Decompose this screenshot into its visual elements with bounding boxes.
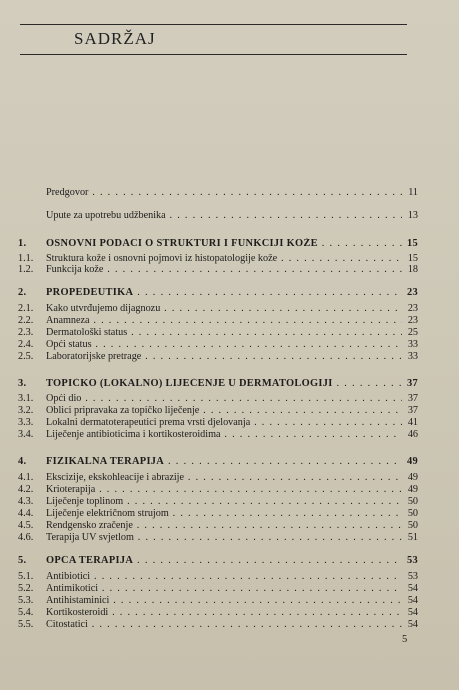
toc-entry-label: Liječenje električnom strujom . . . <box>46 508 402 520</box>
toc-entry-label: Anamneza . . . <box>46 315 402 327</box>
page-title: SADRŽAJ <box>74 29 156 48</box>
toc-entry-label: Antimikotici . . . <box>46 583 402 595</box>
toc-entry-page: 54 <box>407 583 418 594</box>
toc-entry <box>18 619 418 631</box>
toc-entry-label: Upute za upotrebu udžbenika . . . <box>46 210 402 222</box>
toc-entry-number: 4.1. <box>18 472 34 483</box>
toc-entry <box>18 393 418 405</box>
toc-entry-page: 33 <box>407 351 418 362</box>
toc-entry-page: 54 <box>407 619 418 630</box>
toc-entry <box>18 351 418 363</box>
toc-entry <box>18 571 418 583</box>
toc-entry-page: 25 <box>407 327 418 338</box>
toc-entry-number: 5.5. <box>18 619 34 630</box>
toc-entry-label: Rendgensko zračenje . . . <box>46 520 402 532</box>
toc-entry-page: 18 <box>407 264 418 275</box>
toc-entry-label: Struktura kože i osnovni pojmovi iz histopatologije kože . . . <box>46 253 402 265</box>
toc-entry-number: 2. <box>18 287 27 298</box>
toc-entry-page: 54 <box>407 595 418 606</box>
toc-entry-number: 4.4. <box>18 508 34 519</box>
toc-section <box>18 555 418 567</box>
toc-entry-page: 51 <box>407 532 418 543</box>
toc-entry <box>18 484 418 496</box>
toc-entry-label: Antihistaminici . . . <box>46 595 402 607</box>
toc-entry-label: TOPIČKO (LOKALNO) LIJEČENJE U DERMATOLOGIJI . . . <box>46 378 402 390</box>
toc-entry-number: 2.3. <box>18 327 34 338</box>
toc-entry-label: Funkcija kože . . . <box>46 264 402 276</box>
toc-entry-page: 33 <box>407 339 418 350</box>
toc-entry-number: 3.1. <box>18 393 34 404</box>
toc-entry-page: 46 <box>407 429 418 440</box>
toc-entry-number: 4.5. <box>18 520 34 531</box>
toc-entry-label: Liječenje antibioticima i kortikosteroidima . . . <box>46 429 402 441</box>
toc-entry-label: Krioterapija . . . <box>46 484 402 496</box>
toc-entry <box>18 472 418 484</box>
toc-entry-label: OSNOVNI PODACI O STRUKTURI I FUNKCIJI KOŽE . . . <box>46 238 402 250</box>
toc-entry-label: Predgovor . . . <box>46 187 402 199</box>
toc-entry-number: 1.2. <box>18 264 34 275</box>
toc-entry-page: 37 <box>407 393 418 404</box>
toc-entry-label: Kako utvrđujemo dijagnozu . . . <box>46 303 402 315</box>
toc-entry-number: 3.4. <box>18 429 34 440</box>
toc-entry-page: 50 <box>407 496 418 507</box>
toc-entry-label: Oblici pripravaka za topičko liječenje . . . <box>46 405 402 417</box>
toc-entry-page: 50 <box>407 508 418 519</box>
toc-entry-page: 23 <box>407 315 418 326</box>
toc-entry-number: 5.2. <box>18 583 34 594</box>
toc-entry-page: 37 <box>407 378 418 389</box>
toc-entry-label: Liječenje toplinom . . . <box>46 496 402 508</box>
toc-entry-number: 2.2. <box>18 315 34 326</box>
toc-section <box>18 287 418 299</box>
toc-entry <box>18 496 418 508</box>
toc-entry-page: 49 <box>407 484 418 495</box>
toc-entry-page: 11 <box>408 187 418 198</box>
toc-entry-label: Ekscizije, ekskohleacije i abrazije . . . <box>46 472 402 484</box>
toc-entry-number: 5. <box>18 555 27 566</box>
toc-entry-label: Dermatološki status . . . <box>46 327 402 339</box>
toc-entry-label: Citostatici . . . <box>46 619 402 631</box>
toc-entry-number: 4.3. <box>18 496 34 507</box>
toc-entry-page: 53 <box>407 555 418 566</box>
toc-entry-label: Opći status . . . <box>46 339 402 351</box>
toc-entry-page: 50 <box>407 520 418 531</box>
page-number: 5 <box>402 634 408 645</box>
toc-entry-label: Antibiotici . . . <box>46 571 402 583</box>
toc-entry-number: 3.3. <box>18 417 34 428</box>
toc-entry <box>18 327 418 339</box>
toc-entry-label: FIZIKALNA TERAPIJA . . . <box>46 456 402 468</box>
toc-entry-page: 49 <box>407 472 418 483</box>
toc-entry-page: 13 <box>407 210 418 221</box>
toc-entry <box>18 532 418 544</box>
toc-entry-label: Lokalni dermatoterapeutici prema vrsti djelovanja . . . <box>46 417 402 429</box>
toc-entry-number: 5.1. <box>18 571 34 582</box>
toc-section <box>18 378 418 390</box>
toc-entry-label: PROPEDEUTIKA . . . <box>46 287 402 299</box>
toc-entry-page: 15 <box>407 253 418 264</box>
toc-entry-label: Opći dio . . . <box>46 393 402 405</box>
toc-entry <box>18 508 418 520</box>
toc-entry-number: 1.1. <box>18 253 34 264</box>
toc-entry <box>18 417 418 429</box>
toc-entry-number: 2.5. <box>18 351 34 362</box>
toc-entry <box>18 429 418 441</box>
toc-section <box>18 238 418 250</box>
toc-entry <box>18 210 418 222</box>
toc-entry-page: 15 <box>407 238 418 249</box>
toc-entry-number: 5.4. <box>18 607 34 618</box>
toc-entry-page: 41 <box>407 417 418 428</box>
toc-entry <box>18 339 418 351</box>
toc-entry <box>18 595 418 607</box>
toc-entry-number: 2.4. <box>18 339 34 350</box>
toc-entry-page: 54 <box>407 607 418 618</box>
toc-entry <box>18 405 418 417</box>
toc-entry-page: 49 <box>407 456 418 467</box>
toc-entry-label: Terapija UV svjetlom . . . <box>46 532 402 544</box>
toc-entry-number: 2.1. <box>18 303 34 314</box>
toc-entry-number: 4.2. <box>18 484 34 495</box>
toc-entry <box>18 520 418 532</box>
toc-entry <box>18 607 418 619</box>
toc-entry <box>18 583 418 595</box>
toc-entry <box>18 303 418 315</box>
toc-entry-label: OPĆA TERAPIJA . . . <box>46 555 402 567</box>
toc-entry-page: 37 <box>407 405 418 416</box>
toc-entry-number: 3.2. <box>18 405 34 416</box>
toc-section <box>18 456 418 468</box>
toc-entry-label: Laboratorijske pretrage . . . <box>46 351 402 363</box>
toc-entry-number: 4.6. <box>18 532 34 543</box>
toc-entry <box>18 315 418 327</box>
toc-entry-number: 5.3. <box>18 595 34 606</box>
toc-entry-number: 1. <box>18 238 27 249</box>
toc-entry-label: Kortikosteroidi . . . <box>46 607 402 619</box>
toc-entry <box>18 187 418 199</box>
toc-entry-number: 3. <box>18 378 27 389</box>
toc-entry-page: 53 <box>407 571 418 582</box>
toc-entry-page: 23 <box>407 303 418 314</box>
toc-entry-number: 4. <box>18 456 27 467</box>
toc-entry-page: 23 <box>407 287 418 298</box>
toc-entry <box>18 264 418 276</box>
